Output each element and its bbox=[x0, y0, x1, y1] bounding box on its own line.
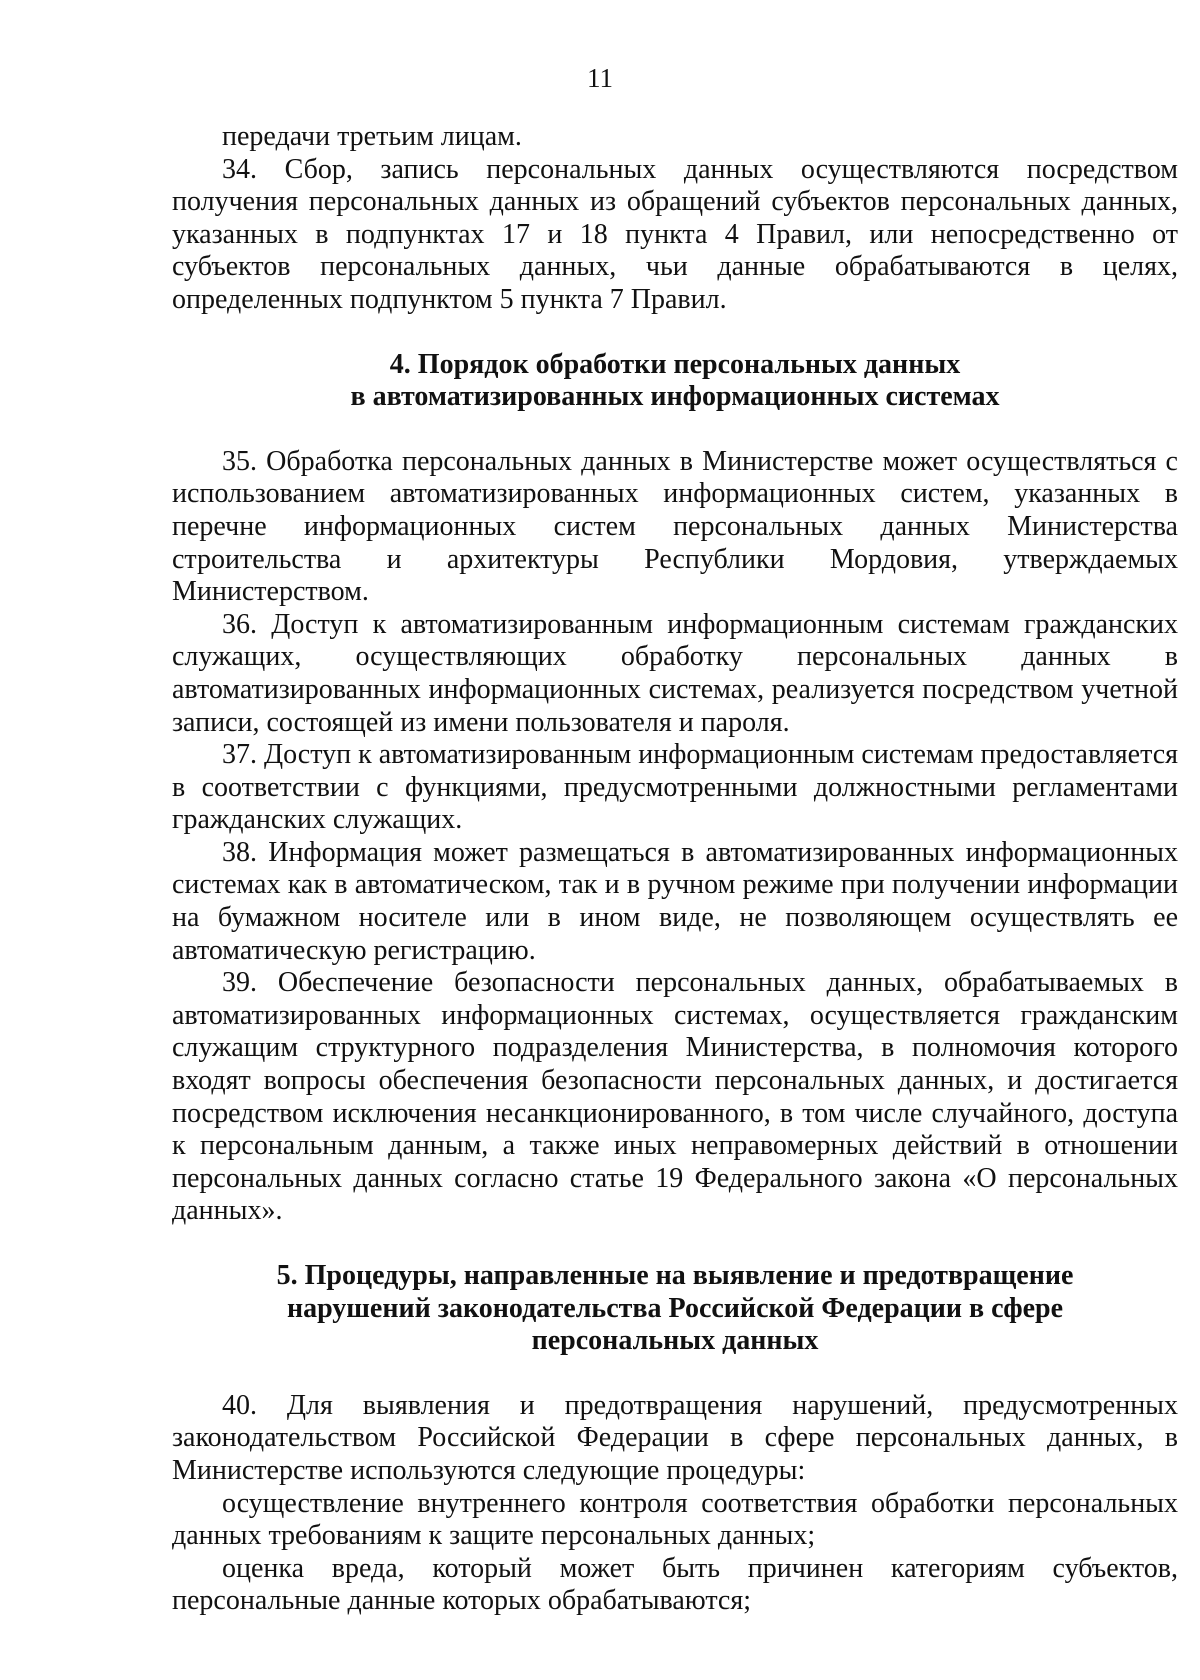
section-4-heading-line-1: 4. Порядок обработки персональных данных bbox=[389, 348, 961, 380]
list-item-harm-assessment: оценка вреда, который может быть причинен категориям субъектов, персональные данные которых обрабатываются; bbox=[172, 1552, 1178, 1617]
document-body bbox=[172, 121, 1178, 1618]
section-5-heading-line-2: нарушений законодательства Российской Федерации в сфере bbox=[286, 1292, 1064, 1324]
paragraph-36: 36. Доступ к автоматизированным информационным системам гражданских служащих, осуществляющих обработку персональных данных в автоматизированных информационных системах, реализуется посредством учетной записи, состоящей из имени пользователя и пароля. bbox=[172, 608, 1178, 738]
list-item-internal-control: осуществление внутреннего контроля соответствия обработки персональных данных требованиям к защите персональных данных; bbox=[172, 1487, 1178, 1552]
paragraph-38: 38. Информация может размещаться в автоматизированных информационных системах как в автоматическом, так и в ручном режиме при получении информации на бумажном носителе или в ином виде, не позволяющем осуществлять ее автоматическую регистрацию. bbox=[172, 836, 1178, 966]
section-5-heading-line-1: 5. Процедуры, направленные на выявление и предотвращение bbox=[276, 1260, 1074, 1291]
paragraph-37: 37. Доступ к автоматизированным информационным системам предоставляется в соответствии с функциями, предусмотренными должностными регламентами гражданских служащих. bbox=[172, 739, 1178, 836]
paragraph-40: 40. Для выявления и предотвращения нарушений, предусмотренных законодательством Российской Федерации в сфере персональных данных, в Министерстве используются следующие процедуры: bbox=[172, 1389, 1178, 1486]
section-4-heading-line-2: в автоматизированных информационных системах bbox=[350, 381, 1000, 413]
paragraph-34: 34. Сбор, запись персональных данных осуществляются посредством получения персональных данных из обращений субъектов персональных данных, указанных в подпунктах 17 и 18 пункта 4 Правил, или непосредственно от субъектов персональных данных, чьи данные обрабатываются в целях, определенных подпунктом 5 пункта 7 Правил. bbox=[172, 153, 1178, 315]
paragraph-39: 39. Обеспечение безопасности персональных данных, обрабатываемых в автоматизированных информационных системах, осуществляется гражданским служащим структурного подразделения Министерства, в полномочия которого входят вопросы обеспечения безопасности персональных данных, и достигается посредством исключения несанкционированного, в том числе случайного, доступа к персональным данным, а также иных неправомерных действий в отношении персональных данных согласно статье 19 Федерального закона «О персональных данных». bbox=[172, 967, 1178, 1227]
section-5-heading bbox=[172, 1260, 1178, 1358]
paragraph-35: 35. Обработка персональных данных в Министерстве может осуществляться с использованием автоматизированных информационных систем, указанных в перечне информационных систем персональных данных Министерства строительства и архитектуры Республики Мордовия, утверждаемых Министерством. bbox=[172, 445, 1178, 608]
paragraph-continuation: передачи третьим лицам. bbox=[222, 121, 522, 152]
section-4-heading bbox=[172, 349, 1178, 414]
page-number: 11 bbox=[587, 63, 613, 93]
section-5-heading-line-3: персональных данных bbox=[531, 1325, 819, 1357]
